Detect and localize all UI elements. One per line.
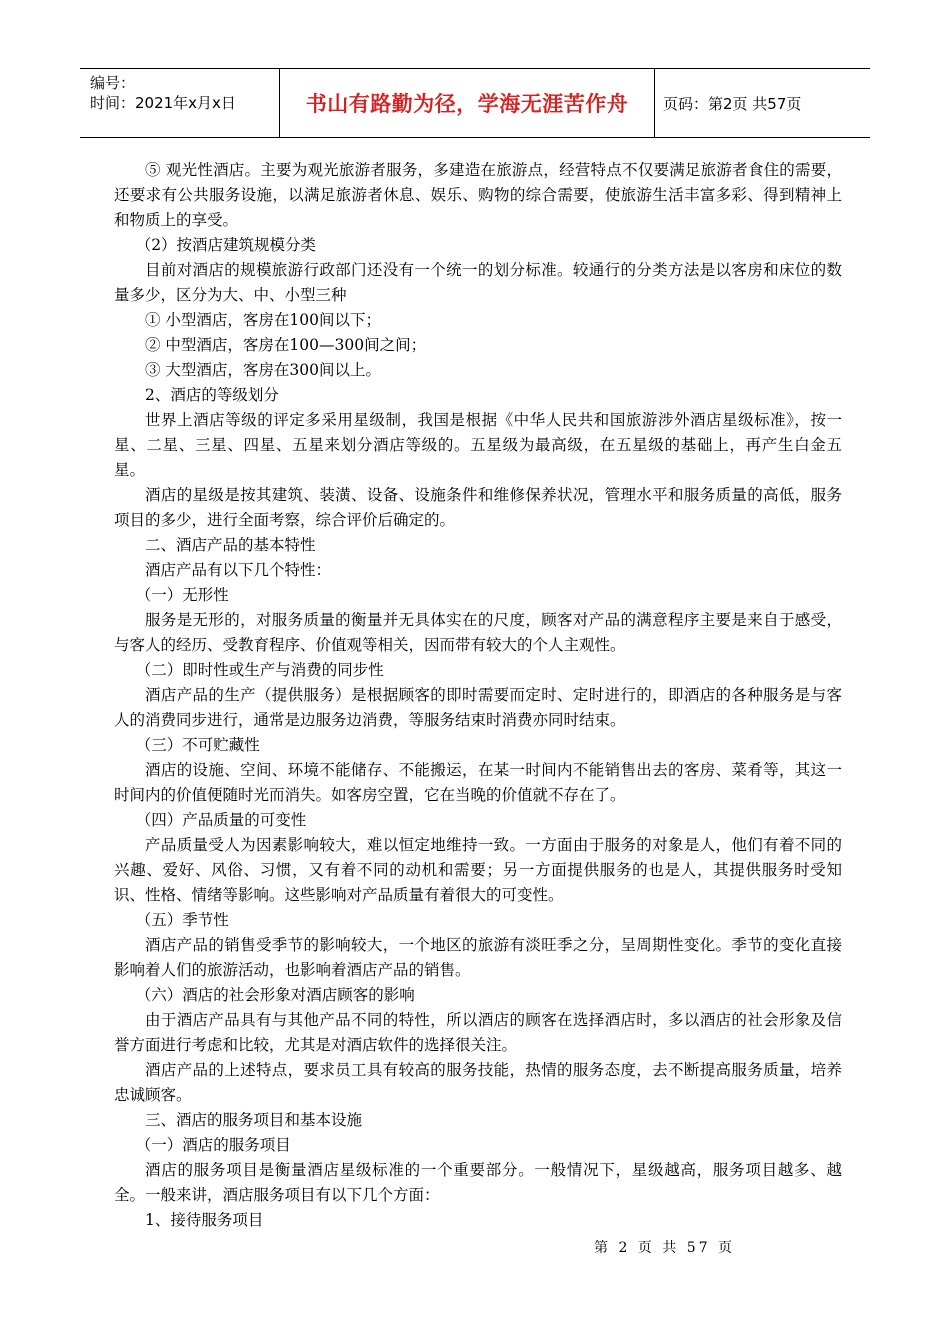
header-meta [80, 69, 280, 137]
paragraph: 由于酒店产品具有与其他产品不同的特性，所以酒店的顾客在选择酒店时，多以酒店的社会形象及信誉方面进行考虑和比较，尤其是对酒店软件的选择很关注。 [114, 1011, 842, 1054]
document-number: 编号： [90, 74, 136, 92]
list-item: ② 中型酒店，客房在100—300间之间； [145, 336, 427, 354]
header-motto: 书山有路勤为径，学海无涯苦作舟 [280, 69, 655, 137]
paragraph: 产品质量受人为因素影响较大，难以恒定地维持一致。一方面由于服务的对象是人，他们有着不同的兴趣、爱好、风俗、习惯，又有着不同的动机和需要；另一方面提供服务的也是人，其提供服务时受知识、性格、情绪等影响。这些影响对产品质量有着很大的可变性。 [114, 836, 842, 904]
page-footer: 第 2 页 共 57 页 [594, 1240, 735, 1256]
section-heading: （五）季节性 [135, 911, 229, 929]
paragraph: 目前对酒店的规模旅游行政部门还没有一个统一的划分标准。较通行的分类方法是以客房和床位的数量多少，区分为大、中、小型三种 [114, 261, 842, 304]
document-date: 时间：2021年x月x日 [90, 94, 236, 112]
paragraph: 酒店的星级是按其建筑、装潢、设备、设施条件和维修保养状况，管理水平和服务质量的高低，服务项目的多少，进行全面考察，综合评价后确定的。 [114, 486, 842, 529]
paragraph: 酒店产品的生产（提供服务）是根据顾客的即时需要而定时、定时进行的，即酒店的各种服务是与客人的消费同步进行，通常是边服务边消费，等服务结束时消费亦同时结束。 [114, 686, 842, 729]
page-header [80, 68, 870, 138]
section-heading: 1、接待服务项目 [145, 1211, 264, 1229]
section-heading: （四）产品质量的可变性 [135, 811, 307, 829]
section-heading: （六）酒店的社会形象对酒店顾客的影响 [135, 986, 415, 1004]
section-heading: （三）不可贮藏性 [135, 736, 260, 754]
paragraph: 酒店产品的上述特点，要求员工具有较高的服务技能，热情的服务态度，去不断提高服务质量，培养忠诚顾客。 [114, 1061, 842, 1104]
section-heading: （一）无形性 [135, 586, 229, 604]
paragraph: 酒店的设施、空间、环境不能储存、不能搬运，在某一时间内不能销售出去的客房、菜肴等，其这一时间内的价值便随时光而消失。如客房空置，它在当晚的价值就不存在了。 [114, 761, 842, 804]
list-item: ① 小型酒店，客房在100间以下； [145, 311, 382, 329]
paragraph: 酒店的服务项目是衡量酒店星级标准的一个重要部分。一般情况下，星级越高，服务项目越多、越全。一般来讲，酒店服务项目有以下几个方面： [114, 1161, 842, 1204]
list-item: ③ 大型酒店，客房在300间以上。 [145, 361, 382, 379]
paragraph: 酒店产品有以下几个特性： [145, 561, 332, 579]
section-heading: （2）按酒店建筑规模分类 [135, 236, 317, 254]
paragraph: ⑤ 观光性酒店。主要为观光旅游者服务，多建造在旅游点，经营特点不仅要满足旅游者食住的需要，还要求有公共服务设施，以满足旅游者休息、娱乐、购物的综合需要，使旅游生活丰富多彩、得到精神上和物质上的享受。 [114, 161, 842, 229]
section-heading: 三、酒店的服务项目和基本设施 [145, 1111, 363, 1129]
paragraph: 服务是无形的，对服务质量的衡量并无具体实在的尺度，顾客对产品的满意程序主要是来自于感受，与客人的经历、受教育程序、价值观等相关，因而带有较大的个人主观性。 [114, 611, 842, 654]
section-heading: （一）酒店的服务项目 [135, 1136, 291, 1154]
paragraph: 世界上酒店等级的评定多采用星级制，我国是根据《中华人民共和国旅游涉外酒店星级标准》，按一星、二星、三星、四星、五星来划分酒店等级的。五星级为最高级，在五星级的基础上，再产生白金五星。 [114, 411, 842, 479]
section-heading: 2、酒店的等级划分 [145, 386, 279, 404]
section-heading: 二、酒店产品的基本特性 [145, 536, 316, 554]
section-heading: （二）即时性或生产与消费的同步性 [135, 661, 384, 679]
document-body [114, 158, 842, 1233]
header-page-info: 页码：第2页 共57页 [663, 94, 802, 113]
paragraph: 酒店产品的销售受季节的影响较大，一个地区的旅游有淡旺季之分，呈周期性变化。季节的变化直接影响着人们的旅游活动，也影响着酒店产品的销售。 [114, 936, 842, 979]
